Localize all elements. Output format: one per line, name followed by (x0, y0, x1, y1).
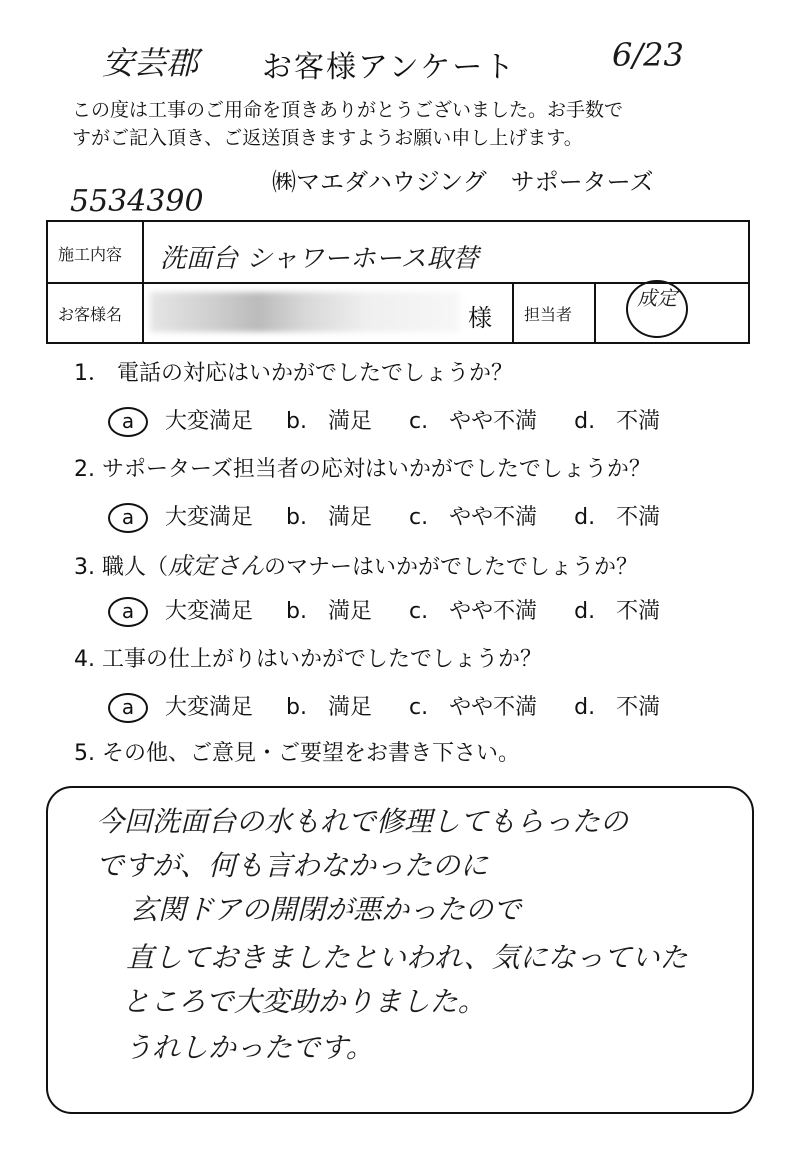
intro-line-2: すがご記入頂き、ご返送頂きますようお願い申し上げます。 (72, 127, 583, 149)
option-b-label[interactable]: 満足 (327, 695, 372, 720)
option-b[interactable]: b. (286, 505, 307, 530)
branch-handwritten: 安芸郡 (102, 44, 199, 82)
intro-line-1: この度は工事のご用命を頂きありがとうございました。お手数で (72, 99, 624, 121)
comment-line-2: ですが、何も言わなかったのに (96, 849, 489, 882)
table-col-divider (594, 284, 596, 342)
comment-line-5: ところで大変助かりました。 (122, 985, 486, 1018)
option-a-label[interactable]: 大変満足 (165, 505, 254, 530)
question-number: 2. (74, 457, 95, 482)
comment-line-4: 直しておきましたといわれ、気になっていた (126, 941, 688, 974)
option-d-label[interactable]: 不満 (616, 599, 661, 624)
option-d[interactable]: d. (574, 505, 596, 530)
question-text: 電話の対応はいかがでしたでしょうか？ (117, 361, 514, 386)
options-row-3 (108, 594, 660, 627)
question-4 (74, 642, 542, 673)
question-3 (74, 546, 638, 581)
option-d-label[interactable]: 不満 (616, 505, 661, 530)
question-text: サポーターズ担当者の応対はいかがでしたでしょうか？ (102, 457, 651, 482)
question-5 (74, 736, 520, 767)
options-row-4 (108, 690, 660, 723)
question-number: 4. (74, 647, 95, 672)
options-row-1 (108, 404, 660, 437)
staff-label: 担当者 (524, 305, 573, 324)
page-title: お客様アンケート (262, 50, 517, 85)
question-prefix: 職人（ (102, 555, 169, 580)
option-c-label[interactable]: やや不満 (449, 409, 538, 434)
question-text: 工事の仕上がりはいかがでしたでしょうか？ (102, 647, 543, 672)
staff-stamp: 成定 (626, 280, 688, 338)
option-d-label[interactable]: 不満 (616, 695, 661, 720)
option-a-selected[interactable]: a (108, 503, 148, 533)
customer-name-redacted (150, 292, 460, 332)
table-col-divider (142, 220, 144, 342)
question-1 (74, 356, 513, 387)
option-c[interactable]: c. (409, 599, 429, 624)
option-b[interactable]: b. (286, 599, 307, 624)
option-c-label[interactable]: やや不満 (449, 505, 538, 530)
option-c[interactable]: c. (409, 505, 429, 530)
work-value-handwritten: 洗面台 シャワーホース取替 (160, 244, 479, 274)
option-b-label[interactable]: 満足 (327, 409, 372, 434)
option-c-label[interactable]: やや不満 (449, 695, 538, 720)
option-a-label[interactable]: 大変満足 (165, 695, 254, 720)
company-name: ㈱マエダハウジング サポーターズ (272, 168, 654, 196)
customer-label: お客様名 (58, 305, 123, 324)
options-row-2 (108, 500, 660, 533)
option-a-label[interactable]: 大変満足 (165, 599, 254, 624)
question-number: 3. (74, 555, 95, 580)
question-text: その他、ご意見・ご要望をお書き下さい。 (102, 741, 521, 766)
honorific: 様 (468, 304, 492, 332)
date-handwritten: 6/23 (612, 36, 684, 74)
option-b-label[interactable]: 満足 (327, 599, 372, 624)
option-c[interactable]: c. (409, 695, 429, 720)
option-a-selected[interactable]: a (108, 407, 148, 437)
option-c-label[interactable]: やや不満 (449, 599, 538, 624)
option-d[interactable]: d. (574, 695, 596, 720)
question-2 (74, 452, 651, 483)
option-d-label[interactable]: 不満 (616, 409, 661, 434)
option-a-label[interactable]: 大変満足 (165, 409, 254, 434)
option-b[interactable]: b. (286, 695, 307, 720)
question-suffix: のマナーはいかがでしたでしょうか？ (264, 555, 639, 580)
code-handwritten: 5534390 (70, 184, 204, 219)
comment-line-1: 今回洗面台の水もれで修理してもらったの (96, 805, 629, 838)
option-b-label[interactable]: 満足 (327, 505, 372, 530)
option-a-selected[interactable]: a (108, 693, 148, 723)
question-number: 5. (74, 741, 95, 766)
comment-line-3: 玄関ドアの開閉が悪かったので (130, 893, 522, 926)
comment-line-6: うれしかったです。 (124, 1031, 374, 1064)
craftsman-name-handwritten: 成定さん (168, 552, 265, 580)
option-b[interactable]: b. (286, 409, 307, 434)
work-label: 施工内容 (58, 245, 123, 264)
option-d[interactable]: d. (574, 599, 596, 624)
question-number: 1． (74, 361, 110, 386)
option-c[interactable]: c. (409, 409, 429, 434)
option-a-selected[interactable]: a (108, 597, 148, 627)
table-col-divider (512, 284, 514, 342)
option-d[interactable]: d. (574, 409, 596, 434)
